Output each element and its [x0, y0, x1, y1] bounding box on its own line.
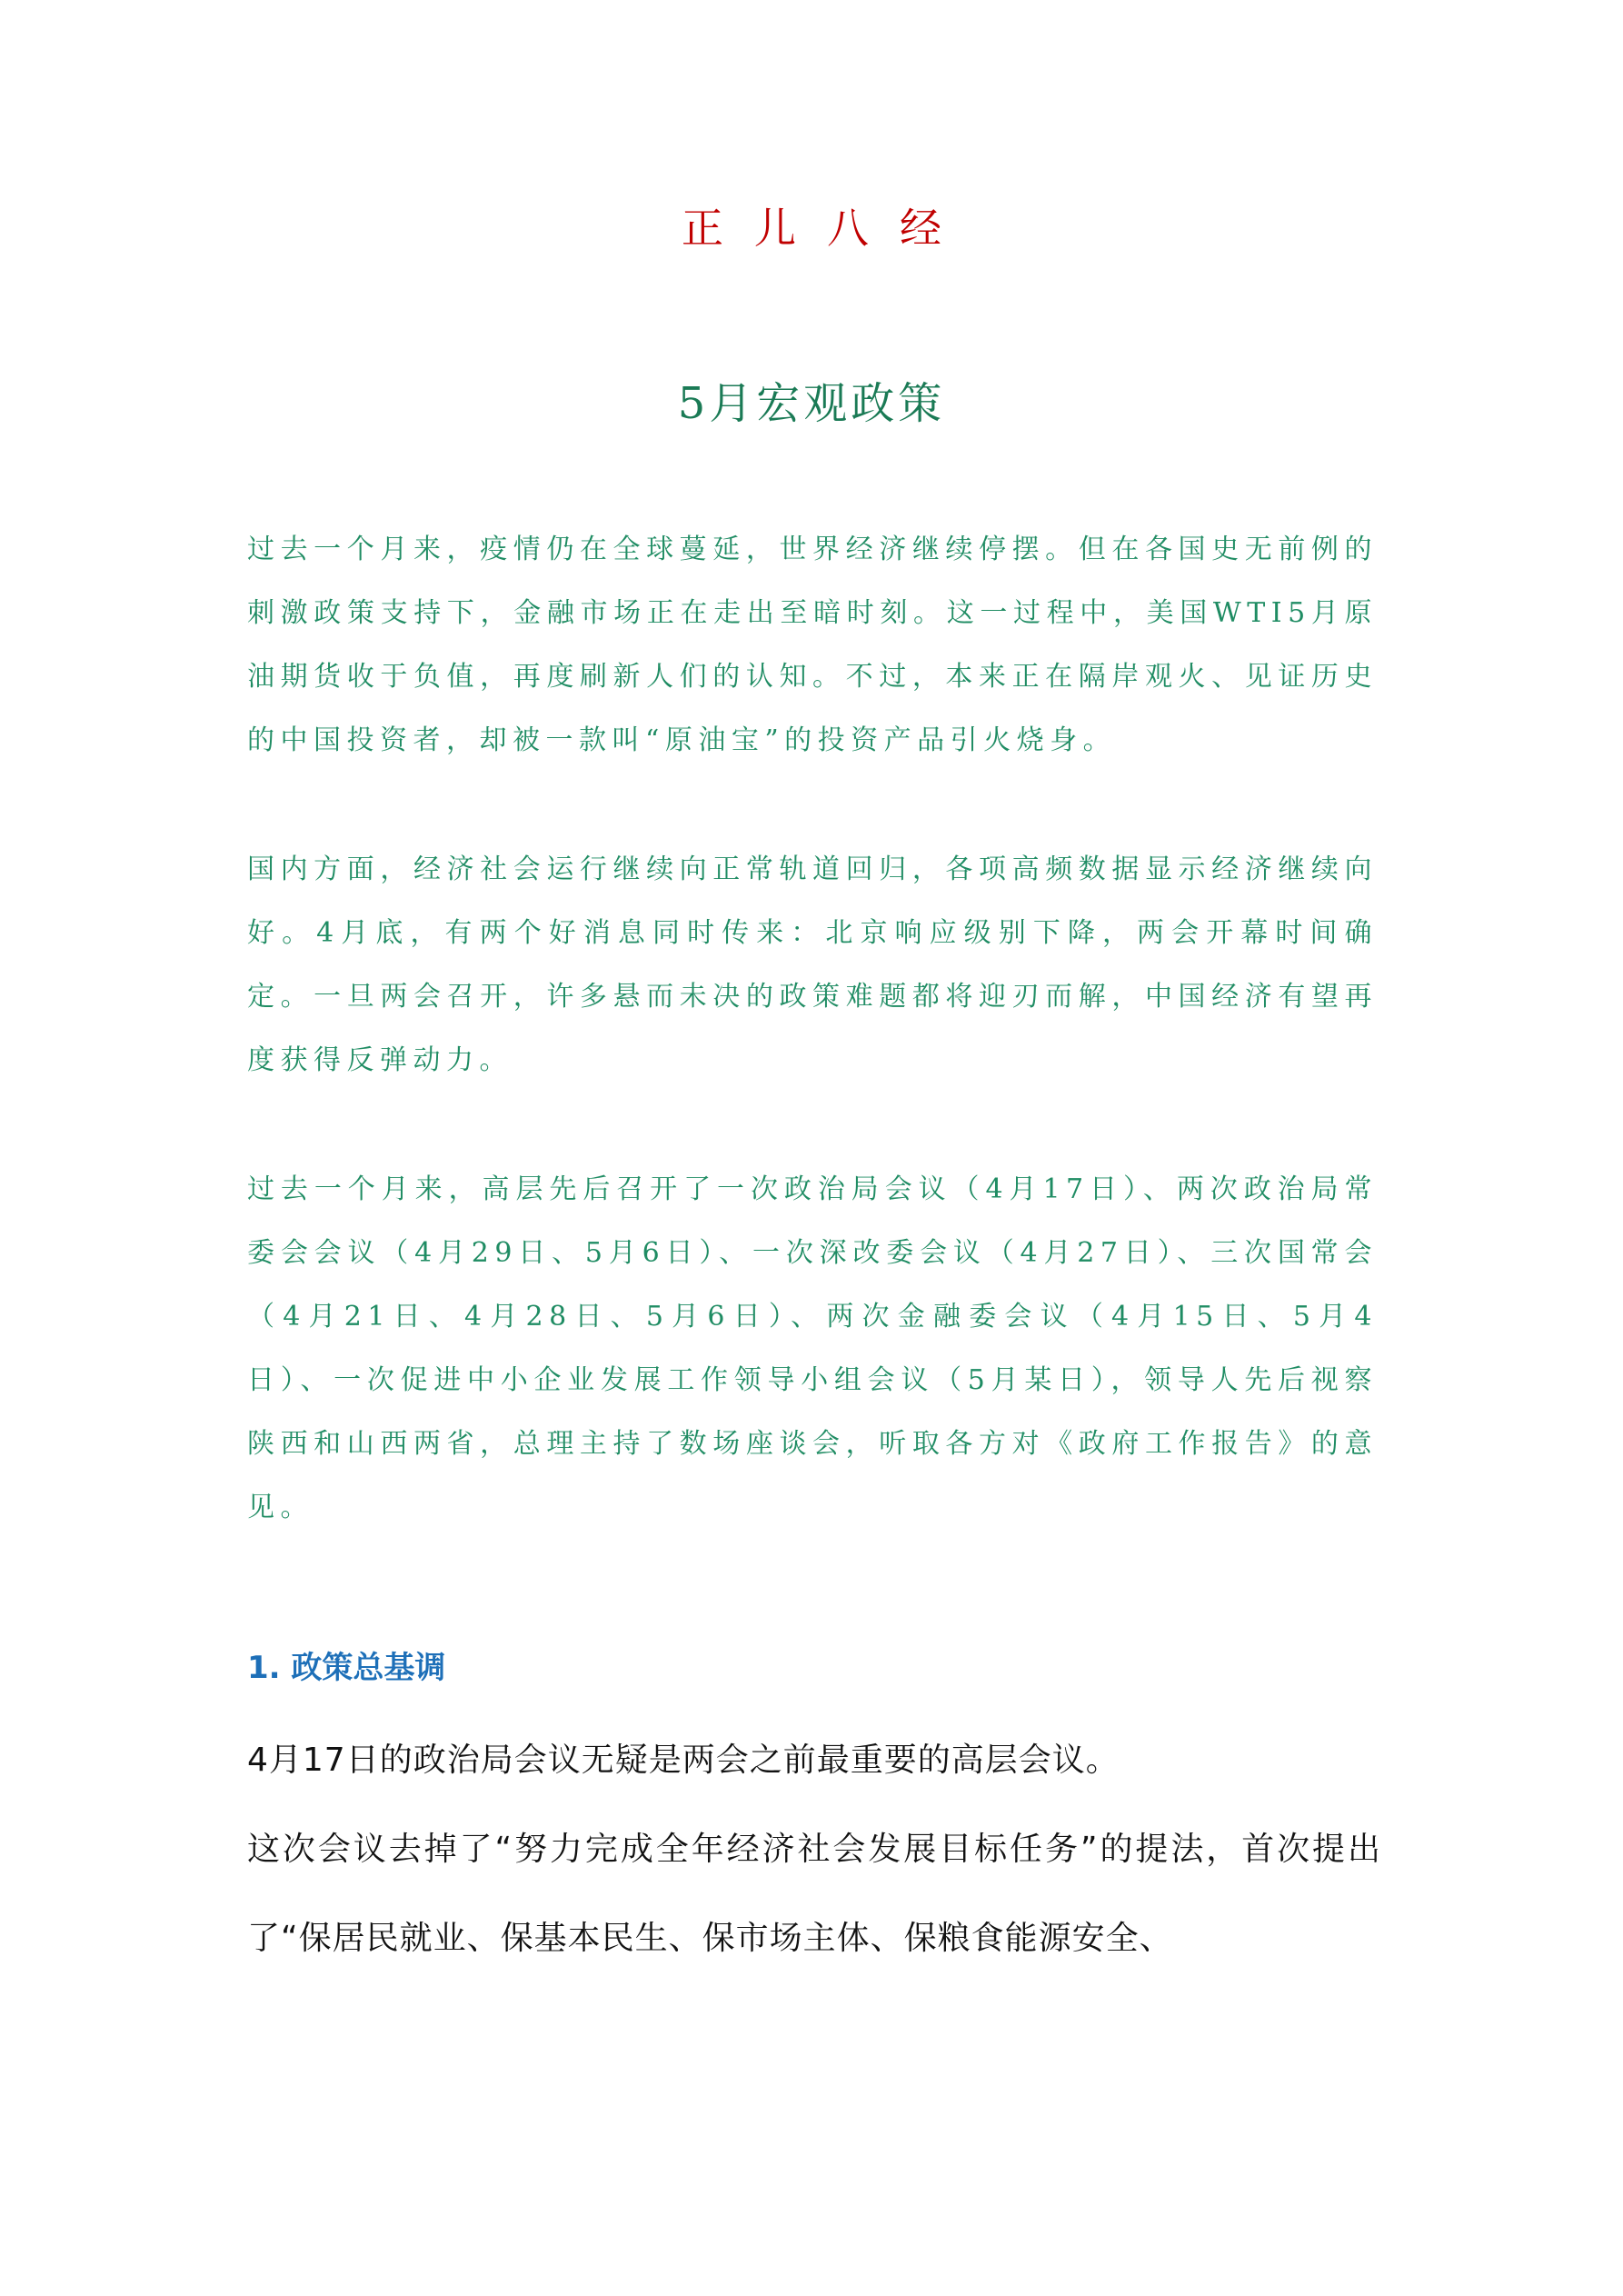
body-paragraph: 4月17日的政治局会议无疑是两会之前最重要的高层会议。 [247, 1742, 1120, 1779]
intro-paragraph: 过去一个月来，疫情仍在全球蔓延，世界经济继续停摆。但在各国史无前例的刺激政策支持下，金融市场正在走出至暗时刻。这一过程中，美国WTI5月原油期货收于负值，再度刷新人们的认知。不过，本来正在隔岸观火、见证历史的中国投资者，却被一款叫“原油宝”的投资产品引火烧身。 [247, 534, 1378, 756]
page-title: 5月宏观政策 [677, 378, 946, 429]
section-heading: 1. 政策总基调 [247, 1650, 446, 1686]
intro-paragraph: 国内方面，经济社会运行继续向正常轨道回归，各项高频数据显示经济继续向好。4月底，有两个好消息同时传来：北京响应级别下降，两会开幕时间确定。一旦两会召开，许多悬而未决的政策难题都将迎刃而解，中国经济有望再度获得反弹动力。 [247, 854, 1378, 1076]
intro-paragraph: 过去一个月来，高层先后召开了一次政治局会议（4月17日）、两次政治局常委会会议（4月29日、5月6日）、一次深改委会议（4月27日）、三次国常会（4月21日、4月28日、5月6日）、两次金融委会议（4月15日、5月4日）、一次促进中小企业发展工作领导小组会议（5月某日），领导人先后视察陕西和山西两省，总理主持了数场座谈会，听取各方对《政府工作报告》的意见。 [247, 1173, 1378, 1523]
masthead: 正儿八经 [682, 204, 972, 253]
body-paragraph: 这次会议去掉了“努力完成全年经济社会发展目标任务”的提法，首次提出了“保居民就业、保基本民生、保市场主体、保粮食能源安全、 [247, 1831, 1381, 1957]
